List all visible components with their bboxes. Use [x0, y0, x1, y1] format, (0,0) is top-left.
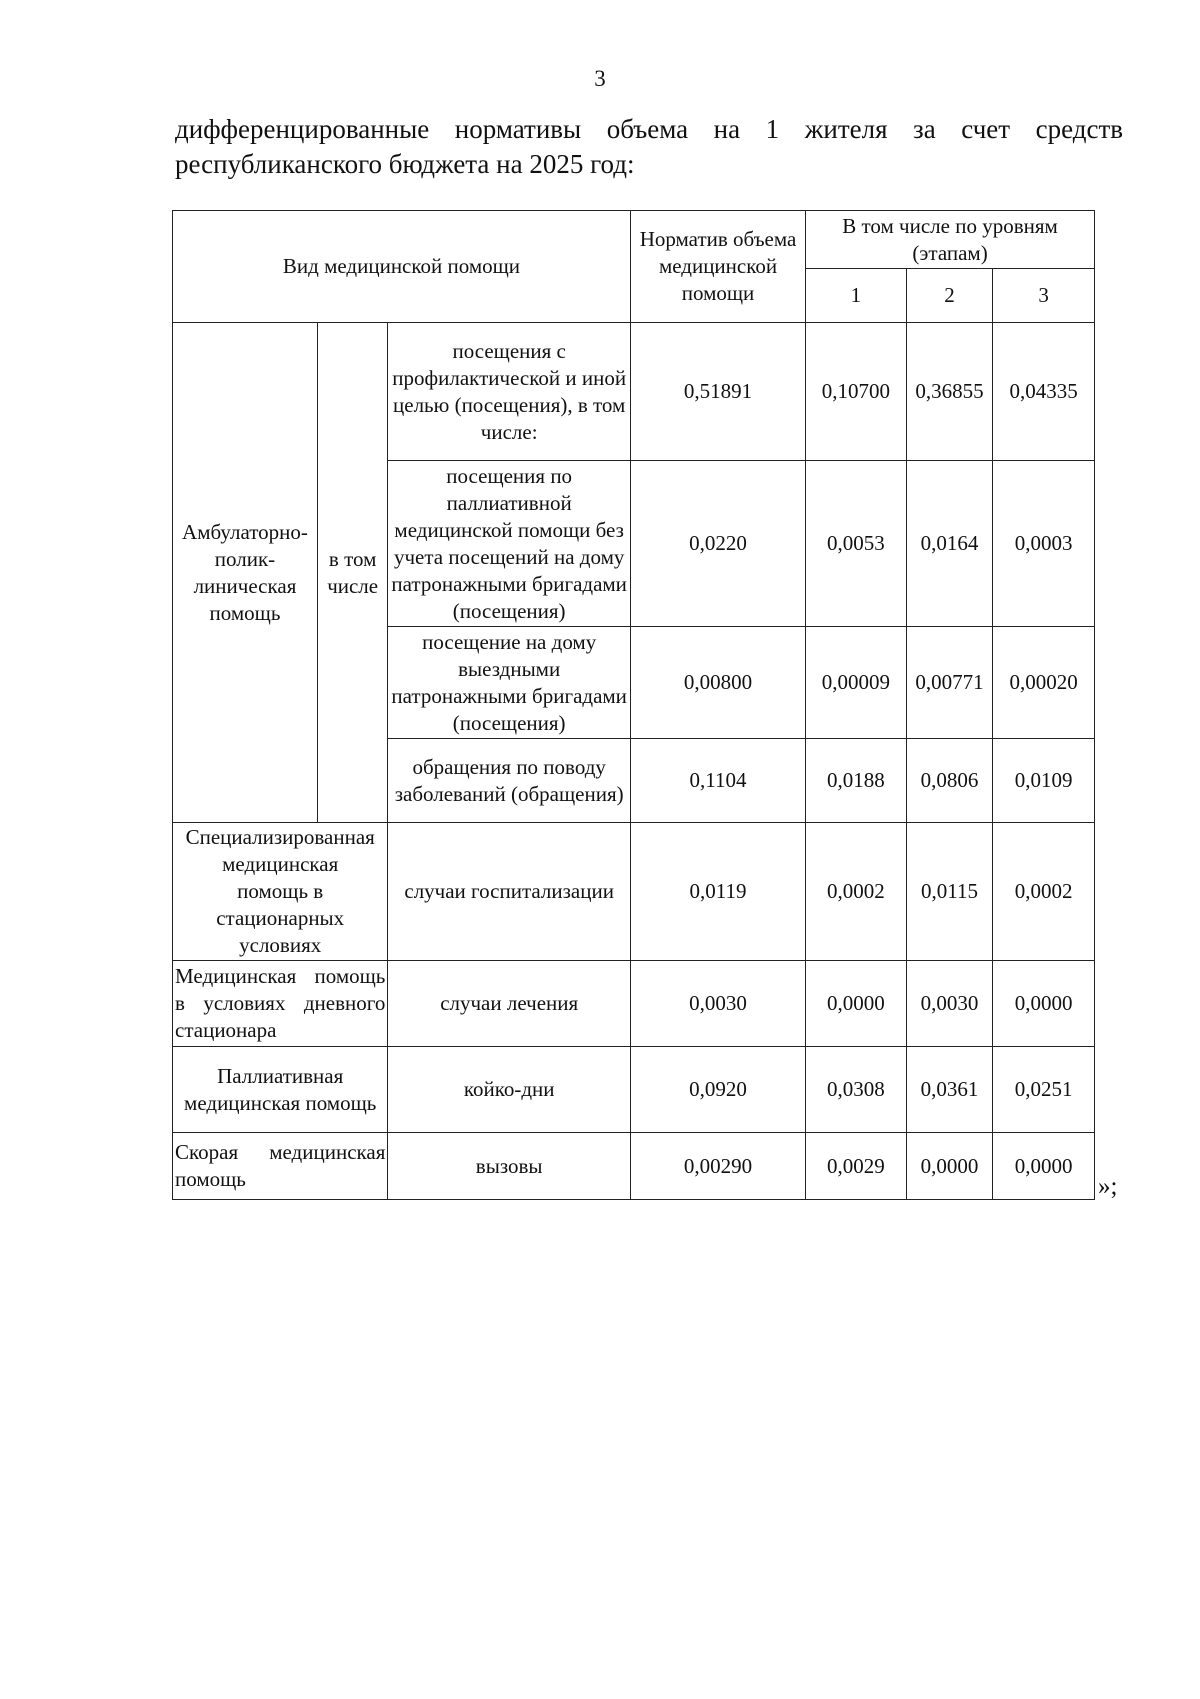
level-3-cell: 0,0002	[993, 823, 1095, 961]
level-1-cell: 0,0053	[806, 461, 907, 627]
level-1-cell: 0,0002	[806, 823, 907, 961]
ambulatory-name: Амбулаторно-полик-линическая помощь	[173, 323, 318, 823]
level-2-cell: 0,36855	[906, 323, 993, 461]
day-hospital-name: Медицинская помощь в условиях дневного стационара	[173, 961, 388, 1047]
norms-table	[172, 210, 1095, 1200]
header-level-1: 1	[806, 269, 907, 323]
unit-cell: посещения с профилактической и иной целью (посещения), в том числе:	[388, 323, 631, 461]
level-2-cell: 0,0361	[906, 1047, 993, 1133]
closing-quote: »;	[1098, 1173, 1118, 1200]
specialized-name-line-2: медицинская	[222, 852, 339, 876]
level-1-cell: 0,10700	[806, 323, 907, 461]
table-row	[173, 1047, 1095, 1133]
intro-paragraph	[175, 112, 1123, 182]
specialized-name	[173, 823, 388, 961]
header-norm: Норматив объема медицинской помощи	[630, 211, 805, 323]
unit-cell: обращения по поводу заболеваний (обращения)	[388, 739, 631, 823]
header-levels: В том числе по уровням (этапам)	[806, 211, 1095, 269]
specialized-name-line-3: помощь в	[237, 879, 324, 903]
level-1-cell: 0,0029	[806, 1133, 907, 1200]
specialized-name-line-4: стационарных	[216, 906, 345, 930]
level-1-cell: 0,00009	[806, 627, 907, 739]
intro-line-1: дифференцированные нормативы объема на 1 жителя за счет средств	[175, 114, 1123, 144]
level-1-cell: 0,0188	[806, 739, 907, 823]
unit-cell: вызовы	[388, 1133, 631, 1200]
header-level-2: 2	[906, 269, 993, 323]
level-3-cell: 0,04335	[993, 323, 1095, 461]
level-3-cell: 0,0000	[993, 961, 1095, 1047]
level-2-cell: 0,0115	[906, 823, 993, 961]
table-row	[173, 823, 1095, 961]
intro-line-2: республиканского бюджета на 2025 год:	[175, 149, 635, 179]
norm-cell: 0,00800	[630, 627, 805, 739]
ambulatory-including: в том числе	[317, 323, 387, 823]
level-2-cell: 0,0000	[906, 1133, 993, 1200]
level-3-cell: 0,0251	[993, 1047, 1095, 1133]
level-1-cell: 0,0000	[806, 961, 907, 1047]
norm-cell: 0,0220	[630, 461, 805, 627]
norm-cell: 0,0119	[630, 823, 805, 961]
specialized-name-line-1: Специализированная	[185, 825, 375, 849]
header-row-1	[173, 211, 1095, 269]
norm-cell: 0,1104	[630, 739, 805, 823]
norm-cell: 0,00290	[630, 1133, 805, 1200]
unit-cell: случаи лечения	[388, 961, 631, 1047]
header-level-3: 3	[993, 269, 1095, 323]
level-1-cell: 0,0308	[806, 1047, 907, 1133]
level-2-cell: 0,0030	[906, 961, 993, 1047]
unit-cell: случаи госпитализации	[388, 823, 631, 961]
table-row	[173, 323, 1095, 461]
unit-cell: посещение на дому выездными патронажными бригадами (посещения)	[388, 627, 631, 739]
norm-cell: 0,0920	[630, 1047, 805, 1133]
header-type: Вид медицинской помощи	[173, 211, 631, 323]
level-3-cell: 0,0003	[993, 461, 1095, 627]
norm-cell: 0,51891	[630, 323, 805, 461]
specialized-name-line-5: условиях	[239, 933, 322, 957]
page-number: 3	[594, 66, 606, 91]
level-2-cell: 0,0806	[906, 739, 993, 823]
emergency-name: Скорая медицинская помощь	[173, 1133, 388, 1200]
level-3-cell: 0,0000	[993, 1133, 1095, 1200]
palliative-name: Паллиативная медицинская помощь	[173, 1047, 388, 1133]
table-row	[173, 961, 1095, 1047]
unit-cell: посещения по паллиативной медицинской помощи без учета посещений на дому патронажными бригадами (посещения)	[388, 461, 631, 627]
level-2-cell: 0,0164	[906, 461, 993, 627]
unit-cell: койко-дни	[388, 1047, 631, 1133]
level-3-cell: 0,0109	[993, 739, 1095, 823]
norm-cell: 0,0030	[630, 961, 805, 1047]
table-row	[173, 1133, 1095, 1200]
level-2-cell: 0,00771	[906, 627, 993, 739]
level-3-cell: 0,00020	[993, 627, 1095, 739]
